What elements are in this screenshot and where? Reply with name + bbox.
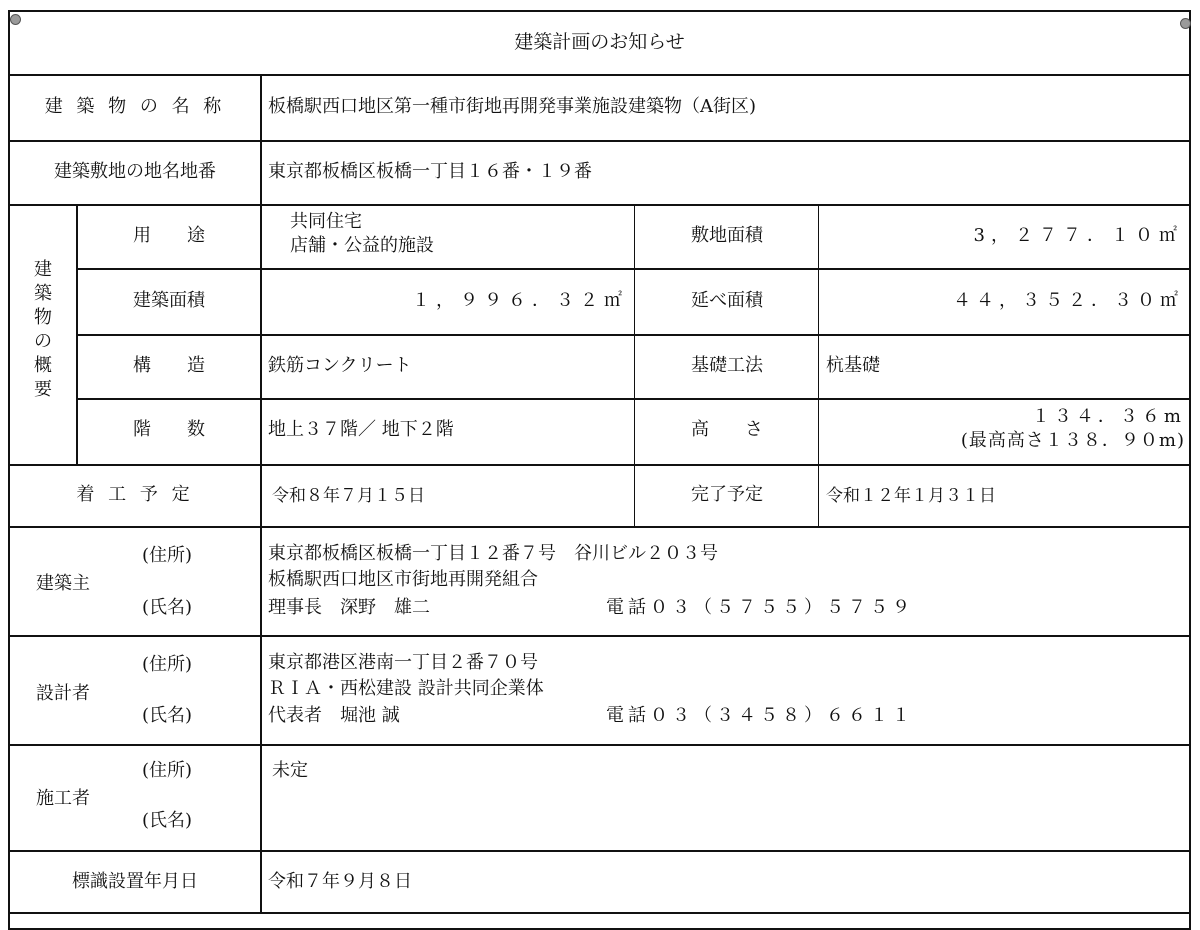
designer-line2: ＲＩＡ・西松建設 設計共同企業体 xyxy=(268,678,544,699)
contractor-value: 未定 xyxy=(272,760,308,781)
start-label: 着 工 予 定 xyxy=(76,484,194,505)
height-label: 高 さ xyxy=(691,419,763,440)
building-name-value: 板橋駅西口地区第一種市街地再開発事業施設建築物（A街区) xyxy=(268,96,757,117)
pin-icon xyxy=(10,14,21,25)
use-value-line1: 共同住宅 xyxy=(290,211,362,232)
designer-line3: 代表者 堀池 誠 xyxy=(268,705,400,726)
contractor-label: 施工者 xyxy=(36,788,90,809)
designer-line1: 東京都港区港南一丁目２番７０号 xyxy=(268,652,538,673)
owner-line2: 板橋駅西口地区市街地再開発組合 xyxy=(268,569,538,590)
floor-area-label: 延べ面積 xyxy=(691,290,763,311)
site-area-label: 敷地面積 xyxy=(691,225,763,246)
structure-value: 鉄筋コンクリート xyxy=(268,355,412,376)
foundation-value: 杭基礎 xyxy=(826,355,880,376)
page-title: 建築計画のお知らせ xyxy=(514,31,685,53)
height-value-line2: (最高高さ１３８．９０m) xyxy=(960,430,1185,451)
use-label: 用 途 xyxy=(133,225,205,246)
building-area-label: 建築面積 xyxy=(133,290,205,311)
designer-address-label: (住所) xyxy=(142,654,193,675)
site-area-value: 3，２７７．１０㎡ xyxy=(973,225,1183,246)
sign-date-label: 標識設置年月日 xyxy=(72,871,198,892)
use-value-line2: 店舗・公益的施設 xyxy=(290,235,434,256)
owner-address-label: (住所) xyxy=(142,545,193,566)
owner-line3: 理事長 深野 雄二 xyxy=(268,597,430,618)
owner-phone: 電話０３（５７５５）５７５９ xyxy=(606,597,914,618)
start-value: 令和８年７月１５日 xyxy=(272,486,425,506)
overview-group-label: 建 築 物 の 概 要 xyxy=(34,259,52,400)
floors-label: 階 数 xyxy=(133,419,205,440)
contractor-name-label: (氏名) xyxy=(142,810,193,831)
end-value: 令和１２年１月３１日 xyxy=(826,486,996,506)
site-address-label: 建築敷地の地名地番 xyxy=(54,161,216,182)
designer-phone: 電話０３（３４５８）６６１１ xyxy=(606,705,914,726)
owner-name-label: (氏名) xyxy=(142,597,193,618)
floors-value: 地上３７階／ 地下２階 xyxy=(268,419,454,440)
pin-icon xyxy=(1180,18,1191,29)
designer-label: 設計者 xyxy=(36,683,90,704)
building-name-label: 建 築 物 の 名 称 xyxy=(44,96,226,117)
height-value-line1: １３４．３６m xyxy=(1031,406,1185,427)
contractor-address-label: (住所) xyxy=(142,760,193,781)
floor-area-value: ４４，３５２．３０㎡ xyxy=(953,290,1183,311)
site-address-value: 東京都板橋区板橋一丁目１６番・１９番 xyxy=(268,161,592,182)
owner-line1: 東京都板橋区板橋一丁目１２番７号 谷川ビル２０３号 xyxy=(268,543,718,564)
foundation-label: 基礎工法 xyxy=(691,355,763,376)
structure-label: 構 造 xyxy=(133,355,205,376)
owner-label: 建築主 xyxy=(36,573,90,594)
designer-name-label: (氏名) xyxy=(142,705,193,726)
sign-date-value: 令和７年９月８日 xyxy=(268,871,412,892)
end-label: 完了予定 xyxy=(691,484,763,505)
notice-board xyxy=(8,10,1191,930)
building-area-value: １，９９６．３２㎡ xyxy=(412,290,628,311)
